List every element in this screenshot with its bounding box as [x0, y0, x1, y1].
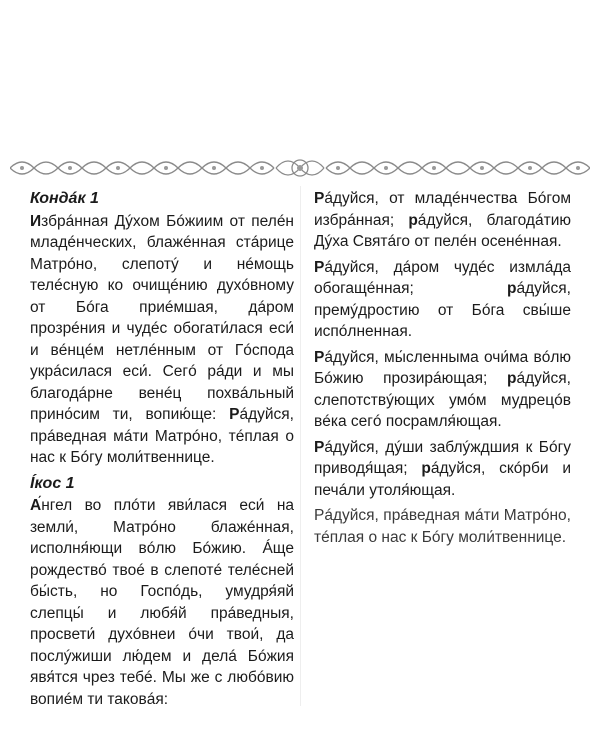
kondak-text: збрáнная Дýхом Бóжиим от пелéн младéнческих, блажéнная стáрице Матрóно, слепотý и нéмощь телéсную ко очищéнию духóвному от Бóга приéмшая, дáром прозрéния и чудéс обогати́лася еси́ и вéнцéм нетлéнным от Гóспода укрáсилася еси́. Сегó рáди и мы благодáрне венéц похвáльный прино́сим ти, вопию́ще:: [30, 212, 294, 423]
chairetismos-text1: áдуйся, мы́сленныма очи́ма вóлю Бóжию прозирáющая;: [314, 348, 571, 387]
ikos-title: Íкос 1: [30, 474, 75, 492]
kondak-chair-initial: Р: [229, 406, 240, 423]
chairetismos-initial: Р: [314, 190, 325, 207]
chairetismos-3: [314, 347, 571, 433]
chairetismos-4: [314, 437, 571, 502]
kondak-chair-text: áдуйся, прáведная мáти Матрóно, тéплая о нас к Бóгу моли́твеннице.: [30, 406, 294, 466]
refrain: Рáдуйся, прáведная мáти Матрóно, тéплая о нас к Бóгу моли́твеннице.: [314, 507, 571, 546]
chairetismos-text2: áдуйся, слепотствýющих умóм мудрецóв вéка сегó посрамля́ющая.: [314, 370, 571, 430]
chairetismos-text1: áдуйся, от младéнчества Бóгом избрáнная;: [314, 190, 571, 229]
chairetismos-text2: áдуйся, премýдростию от Бóга свы́ше испóлненная.: [314, 280, 571, 340]
kondak-initial: И: [30, 212, 42, 230]
chairetismos-text1: áдуйся, дáром чудéс измлáда обогащéнная;: [314, 258, 571, 297]
decorative-header-band: [10, 152, 590, 184]
chairetismos-initial: Р: [314, 258, 325, 276]
chairetismos-text1: áдуйся, дýши заблýждшия к Бóгу приводя́щая;: [314, 438, 571, 477]
chairetismos-initial: Р: [314, 438, 325, 456]
chairetismos-initial: Р: [314, 348, 325, 366]
chairetismos-initial2: р: [408, 211, 418, 229]
chairetismos-1: [314, 188, 571, 253]
chairetismos-text2: áдуйся, скóрби и печáли утоля́ющая.: [314, 460, 571, 499]
chairetismos-initial2: р: [507, 280, 517, 297]
ikos-initial: А: [30, 497, 42, 514]
chairetismos-2: [314, 257, 571, 343]
kondak-title: Кондáк 1: [30, 190, 99, 207]
chairetismos-text2: áдуйся, благодáтию Дýха Святáго от пелéн осенéнная.: [314, 211, 571, 250]
ikos-text: ́нгел во плóти яви́лася еси́ на земли́, Матрóно блажéнная, исполня́ющи вóлю Бóжию. Áще рождествó твоé в слепотé телéсней бы́сть, но Госпóдь, умудря́яй слепцы́ и любя́й прáведныя, просвети́ духóвнеи óчи твои́, да послýжиши лю́дем и делá Бóжия явя́тся чрез тебé. Мы же с любóвию вопиéм ти таковáя:: [30, 497, 294, 708]
chairetismos-initial2: р: [507, 370, 517, 387]
left-column: [30, 188, 294, 714]
kondak-body: [30, 211, 294, 469]
chairetismos-initial2: р: [421, 460, 431, 477]
right-column: [314, 188, 571, 552]
ikos-body: [30, 495, 294, 710]
column-divider: [300, 186, 301, 706]
